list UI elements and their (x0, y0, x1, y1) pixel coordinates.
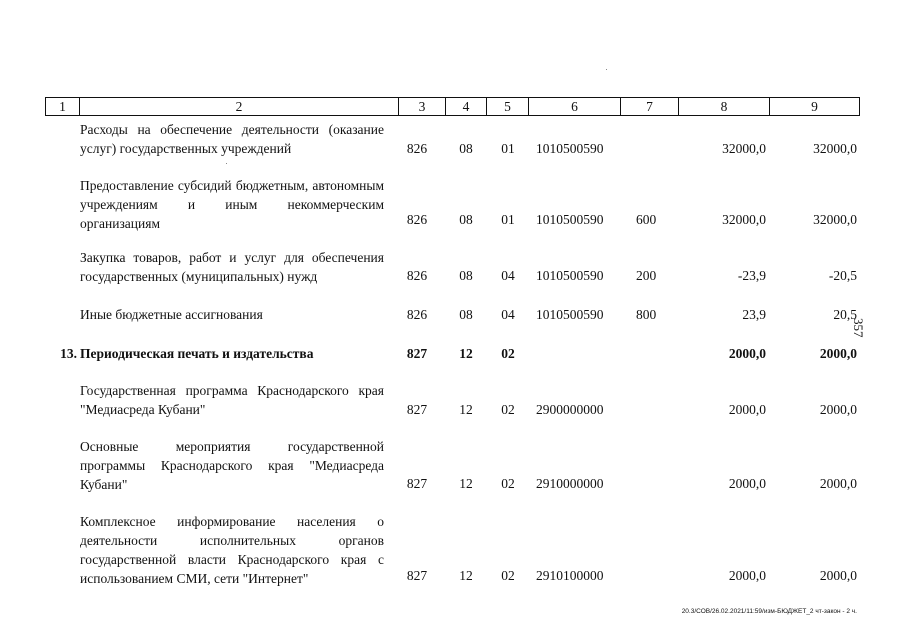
cell-col-4: 12 (459, 568, 473, 583)
row-description: Комплексное информирование населения о деятельности исполнительных органов государственной власти Краснодарского края с использованием СМИ, сети "Интернет" (80, 514, 384, 586)
header-col-3: 3 (399, 98, 446, 115)
cell-col-9: 2000,0 (819, 568, 857, 583)
document-footer: 20.3/СОВ/26.02.2021/11:59/изм-БЮДЖЕТ_2 чт-закон - 2 ч. (681, 608, 857, 615)
cell-col-5: 02 (501, 346, 515, 361)
cell-col-3: 827 (406, 346, 428, 361)
row-description: Государственная программа Краснодарского края "Медиасреда Кубани" (80, 383, 384, 417)
cell-col-3: 826 (406, 212, 428, 227)
cell-col-9: 20,5 (833, 307, 857, 322)
scan-speck (226, 163, 227, 164)
cell-col-4: 08 (459, 268, 473, 283)
cell-col-9: 2000,0 (819, 402, 857, 417)
cell-col-7: 200 (636, 268, 657, 283)
cell-col-9: 2000,0 (819, 346, 857, 361)
table-header-row (45, 97, 860, 116)
cell-col-3: 827 (406, 476, 428, 491)
cell-col-5: 01 (501, 212, 515, 227)
cell-col-7: 800 (636, 307, 657, 322)
cell-col-9: 2000,0 (819, 476, 857, 491)
header-col-8: 8 (679, 98, 770, 115)
cell-col-4: 12 (459, 346, 473, 361)
cell-col-4: 08 (459, 212, 473, 227)
header-col-6: 6 (529, 98, 621, 115)
cell-col-5: 02 (501, 476, 515, 491)
row-description: Основные мероприятия государственной программы Краснодарского края "Медиасреда Кубани" (80, 439, 384, 492)
scan-speck (606, 69, 607, 70)
row-description: Периодическая печать и издательства (80, 346, 314, 361)
cell-col-3: 826 (406, 141, 428, 156)
cell-col-8: -23,9 (737, 268, 766, 283)
cell-col-8: 32000,0 (722, 212, 766, 227)
cell-col-8: 2000,0 (728, 568, 766, 583)
cell-col-3: 826 (406, 268, 428, 283)
cell-col-6: 2910100000 (536, 568, 604, 583)
cell-col-5: 02 (501, 402, 515, 417)
cell-col-3: 827 (406, 402, 428, 417)
cell-col-8: 2000,0 (728, 346, 766, 361)
header-col-5: 5 (487, 98, 529, 115)
header-col-4: 4 (446, 98, 487, 115)
cell-col-6: 1010500590 (536, 268, 604, 283)
row-description: Закупка товаров, работ и услуг для обеспечения государственных (муниципальных) нужд (80, 250, 384, 284)
header-col-7: 7 (621, 98, 679, 115)
cell-col-5: 04 (501, 307, 515, 322)
cell-col-4: 08 (459, 307, 473, 322)
cell-col-5: 04 (501, 268, 515, 283)
page-number: 357 (851, 318, 866, 338)
cell-col-4: 08 (459, 141, 473, 156)
cell-col-6: 2910000000 (536, 476, 604, 491)
cell-col-6: 2900000000 (536, 402, 604, 417)
cell-col-6: 1010500590 (536, 141, 604, 156)
row-description: Предоставление субсидий бюджетным, автономным учреждениям и иным некоммерческим организациям (80, 178, 384, 231)
header-col-2: 2 (80, 98, 399, 115)
cell-col-3: 826 (406, 307, 428, 322)
header-col-9: 9 (811, 99, 818, 114)
cell-col-7: 600 (636, 212, 657, 227)
cell-col-9: 32000,0 (813, 141, 857, 156)
cell-col-8: 2000,0 (728, 402, 766, 417)
cell-col-5: 01 (501, 141, 515, 156)
row-number: 13. (60, 346, 77, 361)
cell-col-8: 32000,0 (722, 141, 766, 156)
row-description: Расходы на обеспечение деятельности (оказание услуг) государственных учреждений (80, 122, 384, 156)
cell-col-6: 1010500590 (536, 307, 604, 322)
cell-col-6: 1010500590 (536, 212, 604, 227)
cell-col-3: 827 (406, 568, 428, 583)
cell-col-5: 02 (501, 568, 515, 583)
cell-col-8: 2000,0 (728, 476, 766, 491)
row-description: Иные бюджетные ассигнования (80, 307, 263, 322)
cell-col-4: 12 (459, 402, 473, 417)
cell-col-9: -20,5 (828, 268, 857, 283)
cell-col-8: 23,9 (742, 307, 766, 322)
cell-col-4: 12 (459, 476, 473, 491)
header-col-1: 1 (46, 98, 80, 115)
cell-col-9: 32000,0 (813, 212, 857, 227)
